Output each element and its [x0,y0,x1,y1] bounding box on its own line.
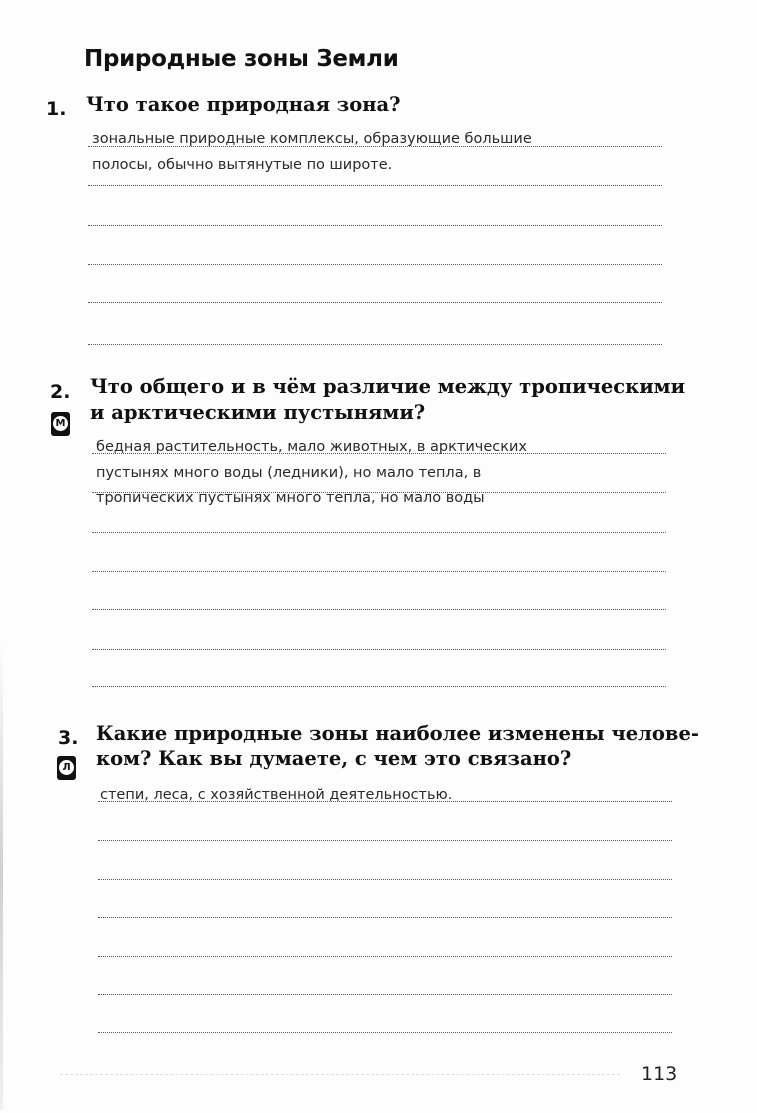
answer-line [98,956,672,957]
question-2-answer-line-2: пустынях много воды (ледники), но мало тепла, в [96,465,482,481]
answer-line [88,344,662,345]
answer-line [98,917,672,918]
answer-line [92,532,666,533]
question-1-answer-line-1: зональные природные комплексы, образующие большие [92,131,532,147]
question-3-answer-line-1: степи, леса, с хозяйственной деятельностью. [100,787,453,803]
method-badge-letter: М [53,416,68,431]
answer-line [98,879,672,880]
answer-line [92,571,666,572]
answer-line [98,840,672,841]
page-title: Природные зоны Земли [84,46,399,72]
answer-line [88,225,662,226]
question-2-answer-line-3: тропических пустынях много тепла, но мало воды [96,490,485,506]
question-2-text-line-1: Что общего и в чём различие между тропическими [90,375,686,398]
answer-line [92,686,666,687]
method-badge-icon [51,412,70,436]
answer-line [92,649,666,650]
scan-noise [60,1074,620,1075]
logic-badge-letter: Л [59,760,74,775]
answer-line [88,302,662,303]
question-1-text: Что такое природная зона? [86,93,401,116]
question-2-text-line-2: и арктическими пустынями? [90,401,426,424]
question-2-answer-line-1: бедная растительность, мало животных, в арктических [96,439,527,455]
answer-line [88,264,662,265]
scan-edge-shadow [0,640,3,1110]
answer-line [98,994,672,995]
question-1-answer-line-2: полосы, обычно вытянутые по широте. [92,157,393,173]
logic-badge-icon [57,756,76,780]
question-2-number: 2. [50,381,71,403]
question-3-text-line-2: ком? Как вы думаете, с чем это связано? [96,747,572,770]
answer-line [88,185,662,186]
question-1-number: 1. [46,98,67,120]
answer-line [98,1032,672,1033]
answer-line [92,609,666,610]
page-number: 113 [641,1063,678,1085]
question-3-number: 3. [58,727,79,749]
question-3-text-line-1: Какие природные зоны наиболее изменены челове- [96,722,699,745]
